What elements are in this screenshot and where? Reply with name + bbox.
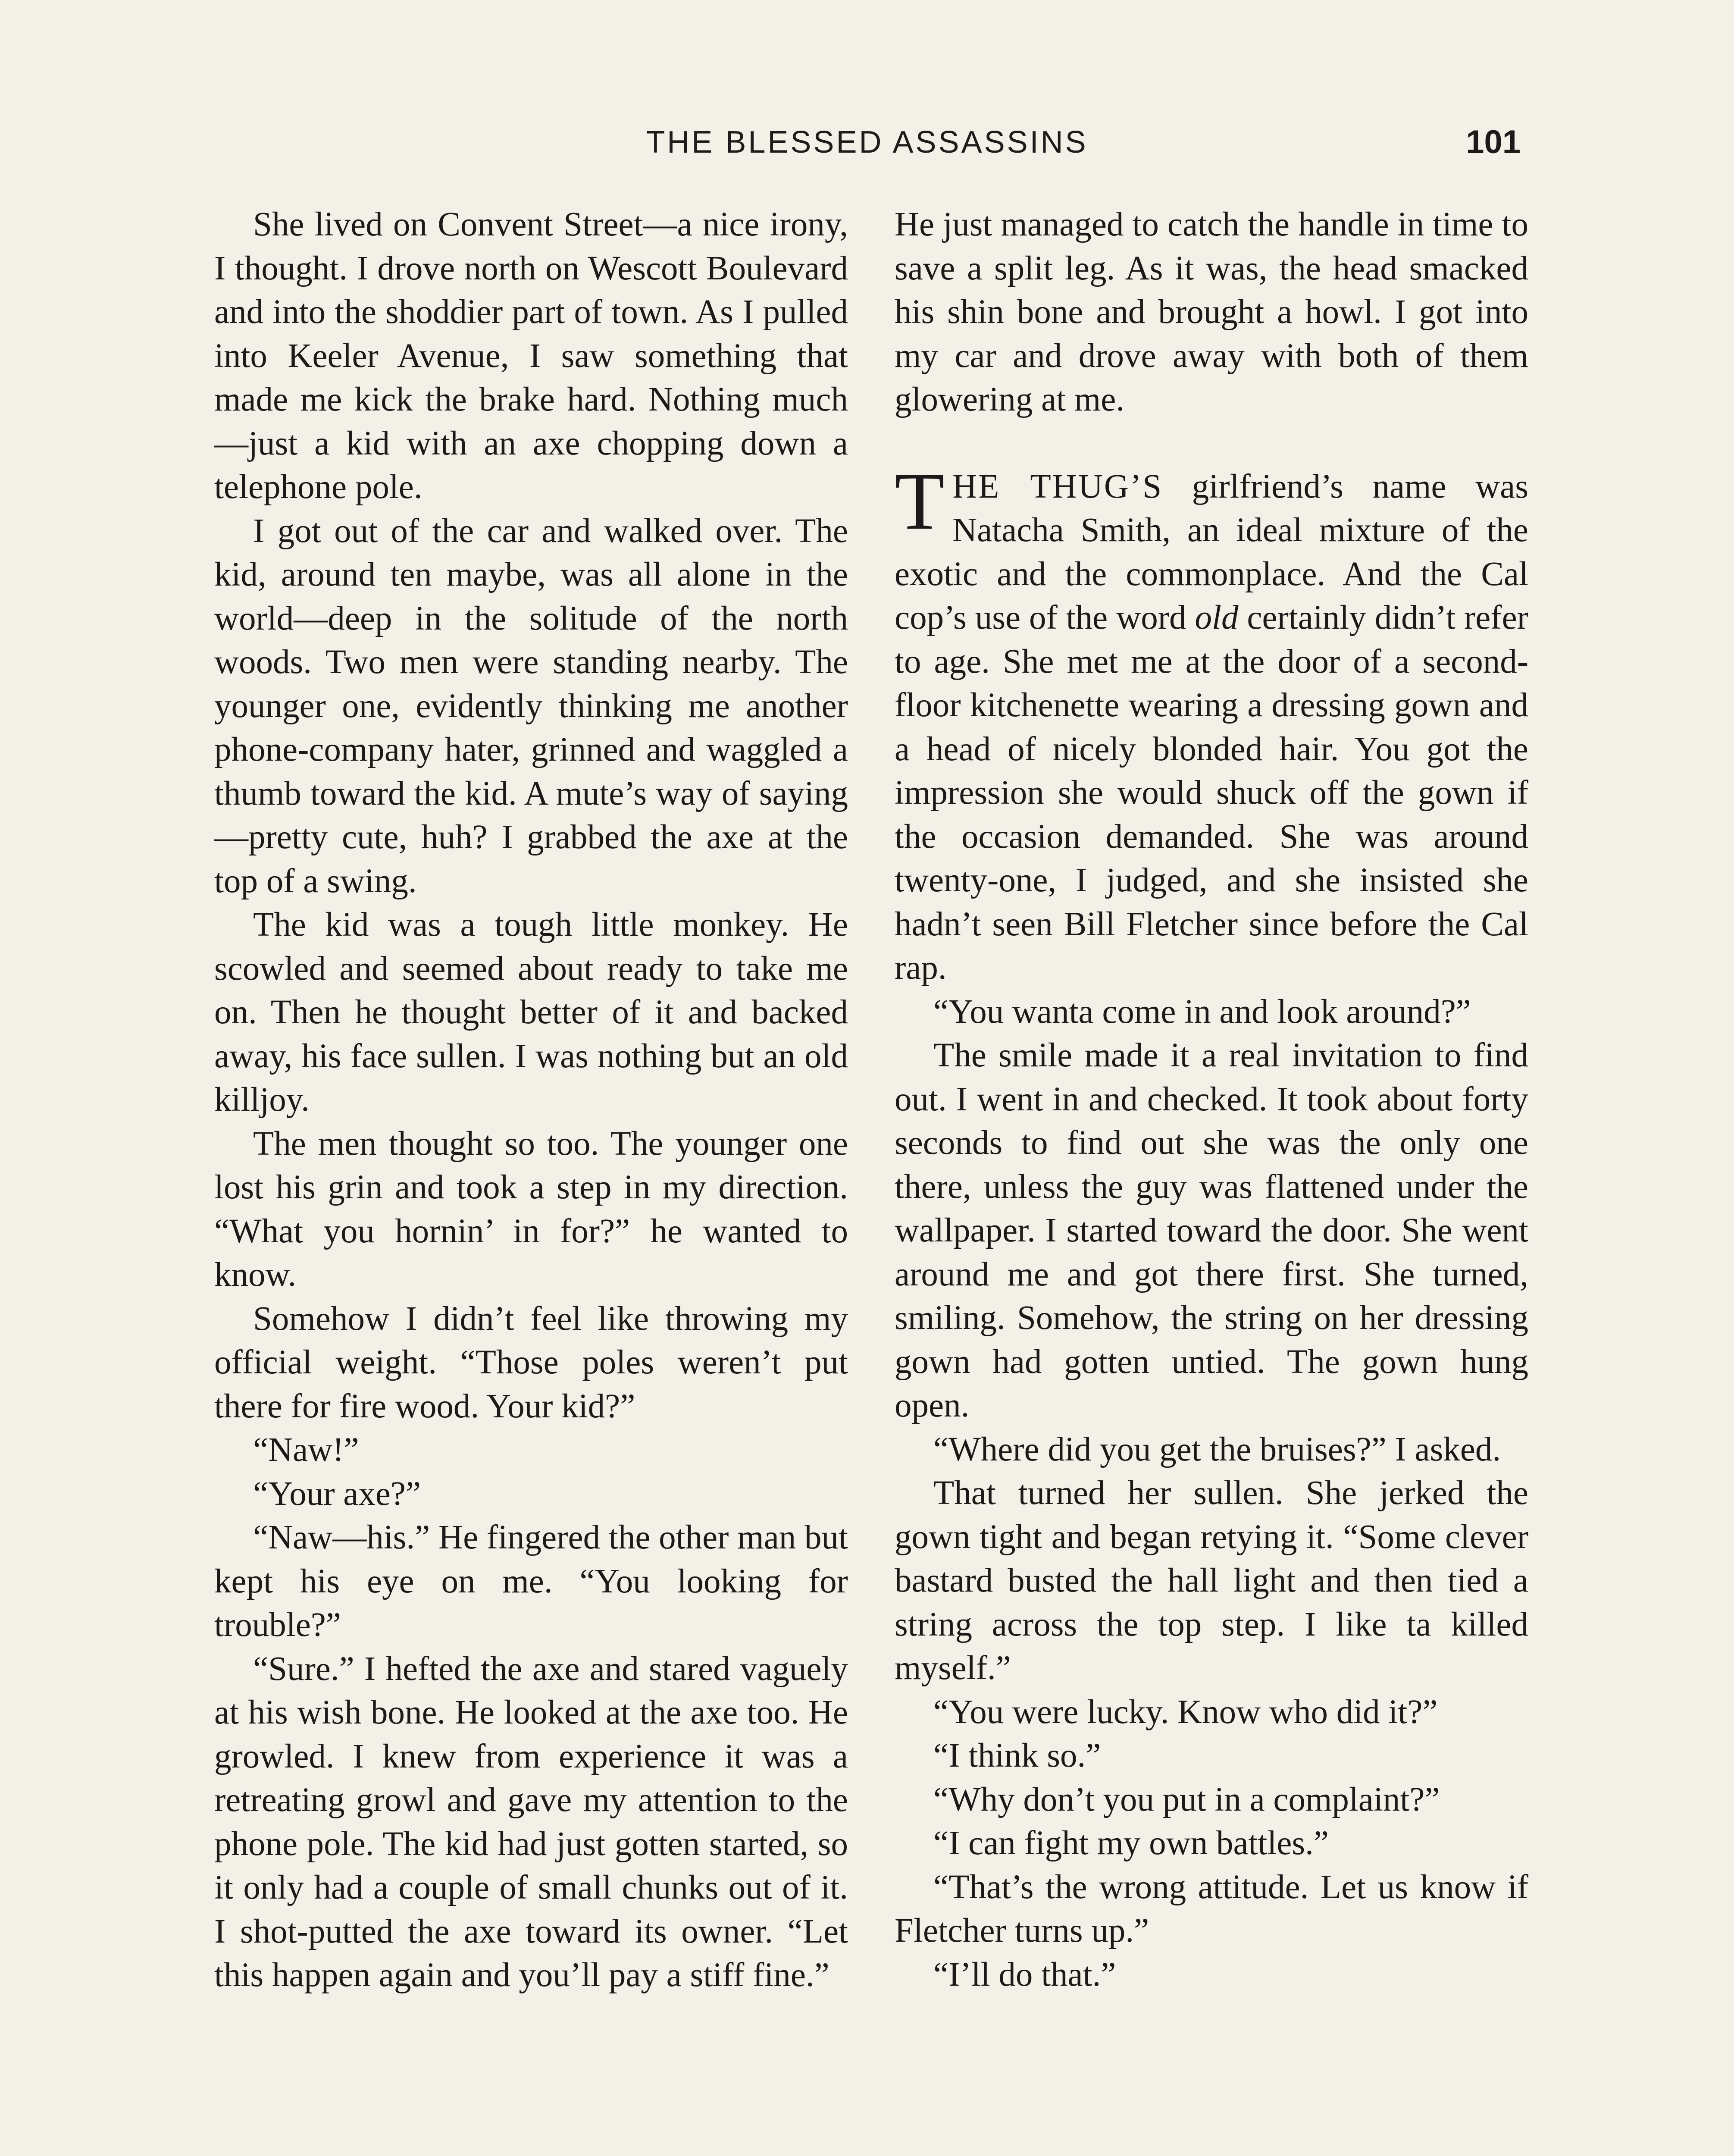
paragraph: That turned her sullen. She jerked the gown tight and began retying it. “Some clever bastard busted the hall light and then tied a string across the top step. I like ta killed myself.” xyxy=(895,1474,1528,1687)
page-header xyxy=(0,116,1734,168)
paragraph: I got out of the car and walked over. The kid, around ten maybe, was all alone in the world—deep in the solitude of the north woods. Two men were standing nearby. The younger one, evidently thinking me another phone-company hater, grinned and waggled a thumb toward the kid. A mute’s way of saying—pretty cute, huh? I grabbed the axe at the top of a swing. xyxy=(214,512,848,900)
paragraph: The kid was a tough little monkey. He scowled and seemed about ready to take me on. Then he thought better of it and backed away, his face sullen. I was nothing but an old killjoy. xyxy=(214,906,848,1119)
paragraph: “Naw!” xyxy=(253,1431,359,1469)
paragraph: “Sure.” I hefted the axe and stared vaguely at his wish bone. He looked at the axe too. He growled. I knew from experience it was a retreating growl and gave my attention to the phone pole. The kid had just gotten started, so it only had a couple of small chunks out of it. I shot-putted the axe toward its owner. “Let this happen again and you’ll pay a stiff fine.” xyxy=(214,1650,848,1994)
paragraph: “I’ll do that.” xyxy=(933,1955,1116,1993)
paragraph: “That’s the wrong attitude. Let us know if Fletcher turns up.” xyxy=(895,1868,1528,1949)
left-column xyxy=(214,203,848,1997)
section-opening-paragraph xyxy=(895,456,1528,990)
paragraph: She lived on Convent Street—a nice irony, I thought. I drove north on Wescott Boulevard and into the shoddier part of town. As I pulled into Keeler Avenue, I saw something that made me kick the brake hard. Nothing much—just a kid with an axe chopping down a telephone pole. xyxy=(214,206,848,506)
emphasized-word: old xyxy=(1195,599,1239,636)
paragraph: The smile made it a real invitation to find out. I went in and checked. It took about forty seconds to find out she was the only one there, unless the guy was flattened under the wallpaper. I started toward the door. She went around me and got there first. She turned, smiling. Somehow, the string on her dressing gown had gotten untied. The gown hung open. xyxy=(895,1037,1528,1424)
paragraph: “Where did you get the bruises?” I asked. xyxy=(933,1430,1501,1468)
page-number: 101 xyxy=(1466,124,1521,160)
paragraph: “Why don’t you put in a complaint?” xyxy=(933,1780,1440,1818)
paragraph: Somehow I didn’t feel like throwing my official weight. “Those poles weren’t put there for fire wood. Your kid?” xyxy=(214,1300,848,1425)
paragraph: “Your axe?” xyxy=(253,1475,421,1513)
paragraph: “You wanta come in and look around?” xyxy=(933,993,1471,1031)
paragraph: “I think so.” xyxy=(933,1737,1101,1774)
paragraph: “Naw—his.” He fingered the other man but kept his eye on me. “You looking for trouble?” xyxy=(214,1519,848,1644)
section-opening-text-end: certainly didn’t refer to age. She met me at the door of a second-floor kitchenette wearing a dressing gown and a head of nicely blonded hair. You got the impression she would shuck off the gown if the occasion demanded. She was around twenty-one, I judged, and she insisted she hadn’t seen Bill Fletcher since before the Cal rap. xyxy=(895,599,1528,987)
paragraph: “You were lucky. Know who did it?” xyxy=(933,1693,1438,1731)
paragraph: The men thought so too. The younger one lost his grin and took a step in my direction. “What you hornin’ in for?” he wanted to know. xyxy=(214,1125,848,1294)
running-title: THE BLESSED ASSASSINS xyxy=(646,125,1088,160)
section-lead-in: HE THUG’S xyxy=(952,467,1163,505)
drop-cap: T xyxy=(895,456,945,547)
section-opening-text: girlfriend’s name was Natacha Smith, an ideal mixture of the exotic and the commonplace. And the Cal cop’s use of the word xyxy=(895,467,1528,636)
paragraph-continuation: He just managed to catch the handle in time to save a split leg. As it was, the head smacked his shin bone and brought a howl. I got into my car and drove away with both of them glowering at me. xyxy=(895,206,1528,418)
paragraph: “I can fight my own battles.” xyxy=(933,1824,1329,1862)
right-column xyxy=(895,203,1528,1996)
